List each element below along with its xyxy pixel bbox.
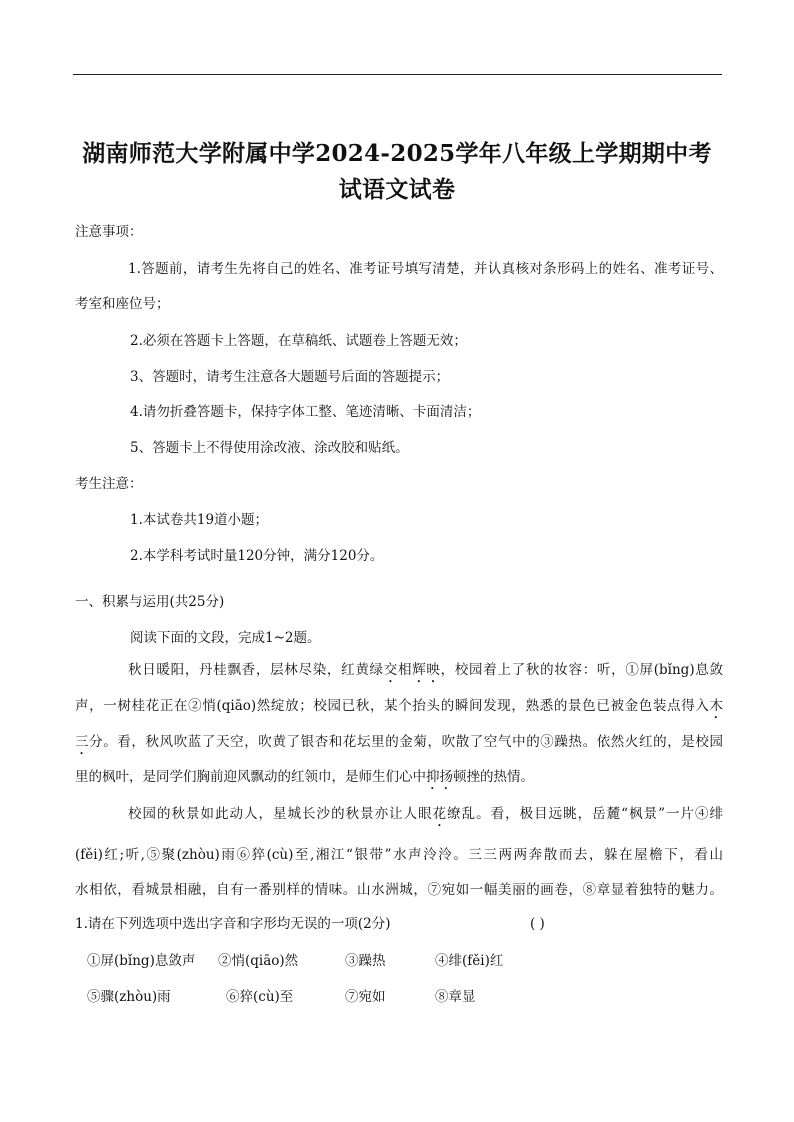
option-7: ⑦宛如 [345,989,386,1005]
candidate-heading: 考生注意： [75,476,143,492]
title-line-2: 试语文试卷 [338,176,456,203]
candidate-item-1: 1.本试卷共19道小题； [130,512,269,528]
notice-item-1a: 1.答题前，请考生先将自己的姓名、准考证号填写清楚，并认真核对条形码上的姓名、准考证号、 [128,261,723,277]
passage-p1-line-2 [75,696,723,722]
text-span: 缭乱。看，极目远眺，岳麓“枫景”一片④绯 [447,806,724,822]
passage-p2-line-3: 水相依，看城景相融，自有一番别样的情味。山水洲城，⑦宛如一幅美丽的画卷，⑧章显着独特的魅力。 [75,882,723,898]
option-5: ⑤骤(zhòu)雨 [87,989,171,1005]
dotted-chars: 辉映 [412,662,441,678]
notice-item-1b: 考室和座位号； [75,296,170,312]
text-span: 分。看，秋风吹蓝了天空，吹黄了银杏和花坛里的金菊，吹散了空气中的③躁热。依然火红的，是校园 [89,734,724,750]
dotted-char: 交 [383,662,398,678]
text-span: 声，一树桂花正在②悄(qiāo)然绽放；校园已秋，某个抬头的瞬间发现，熟悉的景色已被金色装点得入 [75,698,710,714]
page-title [60,136,734,208]
answer-bracket: ( ) [530,916,545,932]
dotted-char: 木 [709,698,723,714]
notice-heading: 注意事项： [75,224,143,240]
option-3: ③躁热 [345,953,386,969]
notice-item-2: 2.必须在答题卡上答题，在草稿纸、试题卷上答题无效； [130,333,467,349]
option-4: ④绯(fěi)红 [435,953,504,969]
dotted-char: 花 [432,806,448,822]
text-span: 里的枫叶，是同学们胸前迎风飘动的红领巾，是师生们心中 [75,769,426,785]
option-2: ②悄(qiāo)然 [218,953,299,969]
dotted-char: 三 [75,734,90,750]
passage-p1-line-1 [128,660,723,686]
notice-item-3: 3、答题时，请考生注意各大题题号后面的答题提示； [130,369,450,385]
option-8: ⑧章显 [435,989,476,1005]
option-6: ⑥猝(cù)至 [226,989,294,1005]
option-1: ①屏(bǐng)息敛声 [87,953,196,969]
notice-item-5: 5、答题卡上不得使用涂改液、涂改胶和贴纸。 [130,440,409,456]
text-span: 相 [397,662,413,678]
text-span: 秋日暖阳，丹桂飘香，层林尽染，红黄绿 [128,662,384,678]
text-span: 顿挫的热情。 [453,769,534,785]
passage-p2-line-2: (fěi)红;听,⑤聚(zhòu)雨⑥猝(cù)至,湘江“银带”水声泠泠。三三两两奔散而去，躲在屋檐下，看山 [75,847,723,863]
passage-p1-line-3 [75,732,723,758]
candidate-item-2: 2.本学科考试时量120分钟，满分120分。 [130,548,384,564]
passage-p1-line-4 [75,767,534,793]
passage-p2-line-1 [128,804,723,830]
text-span: ，校园着上了秋的妆容：听，①屏(bǐng)息敛 [440,662,724,678]
title-line-1: 湖南师范大学附属中学2024-2025学年八年级上学期期中考 [82,140,712,167]
text-span: 校园的秋景如此动人，星城长沙的秋景亦让人眼 [128,806,433,822]
section-1-heading: 一、积累与运用(共25分) [75,594,225,610]
question-1-stem: 1.请在下列选项中选出字音和字形均无误的一项(2分) [75,916,391,932]
section-1-instruction: 阅读下面的文段，完成1~2题。 [130,630,321,646]
notice-item-4: 4.请勿折叠答题卡，保持字体工整、笔迹清晰、卡面清洁； [130,404,481,420]
dotted-chars: 抑扬 [426,769,453,785]
header-rule [73,74,722,75]
